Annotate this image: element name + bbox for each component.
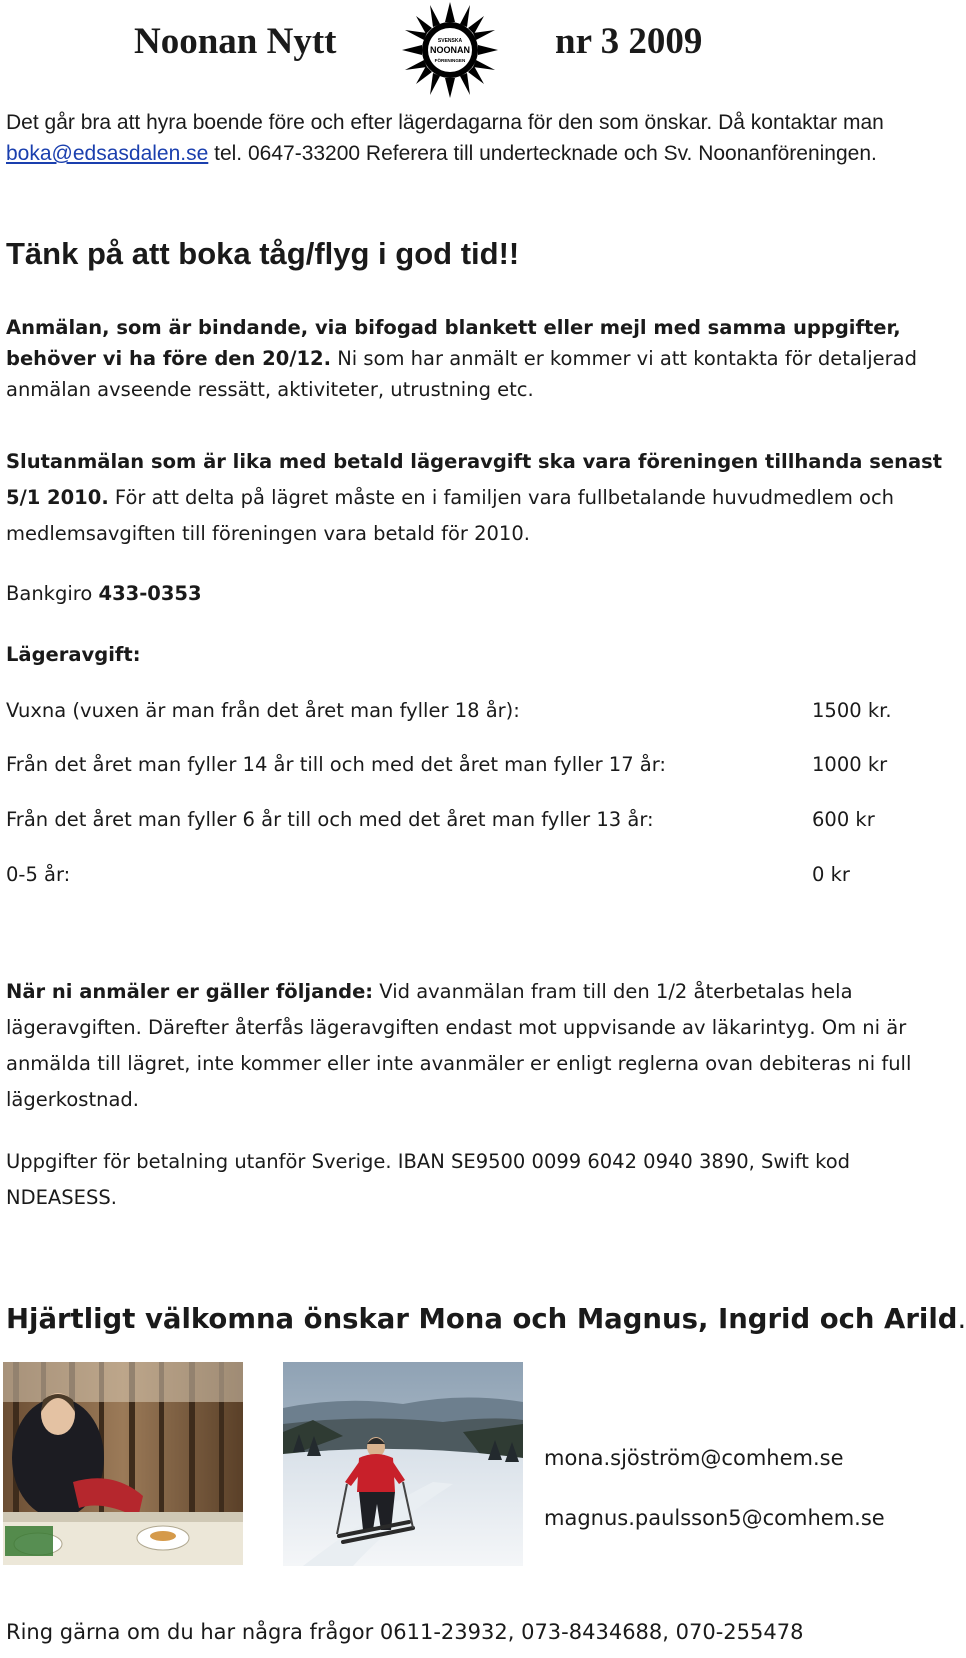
bankgiro-line — [6, 576, 202, 612]
intro-text-after: tel. 0647-33200 Referera till undertecknade och Sv. Noonanföreningen. — [208, 142, 877, 165]
fee-row-label: 0-5 år: — [6, 863, 71, 886]
final-registration-paragraph — [6, 444, 956, 552]
phone-contact-line: Ring gärna om du har några frågor 0611-23932, 073-8434688, 070-255478 — [6, 1620, 804, 1644]
fee-row-label: Vuxna (vuxen är man från det året man fyller 18 år): — [6, 699, 520, 722]
fee-row-amount: 600 kr — [812, 808, 875, 831]
logo-text-line3: FÖRENINGEN — [434, 58, 466, 63]
newsletter-title: Noonan Nytt — [134, 21, 337, 62]
bankgiro-number: 433-0353 — [98, 582, 202, 605]
fees-title: Lägeravgift: — [6, 643, 141, 666]
booking-email-link[interactable]: boka@edsasdalen.se — [6, 142, 209, 165]
fee-row-amount: 0 kr — [812, 863, 850, 886]
intro-text-before: Det går bra att hyra boende före och efter lägerdagarna för den som önskar. Då kontaktar man — [6, 111, 884, 134]
fee-row — [6, 857, 956, 893]
final-registration-normal-text: För att delta på lägret måste en i familjen vara fullbetalande huvudmedlem och medlemsavgiften till föreningen vara betald för 2010. — [6, 486, 895, 545]
logo-text-line1: SVENSKA — [437, 38, 463, 44]
photo-skier — [283, 1362, 523, 1566]
sun-logo-icon — [400, 0, 500, 100]
fee-row — [6, 693, 956, 729]
fee-row-amount: 1500 kr. — [812, 699, 892, 722]
registration-paragraph — [6, 312, 956, 405]
contact-email-mona[interactable]: mona.sjöström@comhem.se — [544, 1446, 844, 1470]
bankgiro-label: Bankgiro — [6, 582, 99, 605]
cancellation-bold-text: När ni anmäler er gäller följande: — [6, 980, 374, 1003]
welcome-period: . — [957, 1303, 966, 1335]
registration-normal-text: Ni som har anmält er kommer vi att kontakta för detaljerad anmälan avseende ressätt, aktiviteter, utrustning etc. — [6, 347, 917, 401]
intro-paragraph — [6, 107, 956, 169]
booking-reminder-heading: Tänk på att boka tåg/flyg i god tid!! — [6, 236, 520, 271]
final-registration-bold-text: Slutanmälan som är lika med betald lägeravgift ska vara föreningen tillhanda senast 5/1 2010. — [6, 450, 943, 509]
contact-email-magnus[interactable]: magnus.paulsson5@comhem.se — [544, 1506, 885, 1530]
photo-woman-outdoors — [3, 1362, 243, 1565]
welcome-text: Hjärtligt välkomna önskar Mona och Magnus, Ingrid och Arild — [6, 1303, 958, 1335]
foreign-payment-paragraph: Uppgifter för betalning utanför Sverige. IBAN SE9500 0099 6042 0940 3890, Swift kod NDEASESS. — [6, 1150, 851, 1209]
registration-bold-text: Anmälan, som är bindande, via bifogad blankett eller mejl med samma uppgifter, behöver vi ha före den 20/12. — [6, 316, 901, 370]
fee-row — [6, 747, 956, 783]
fee-row-amount: 1000 kr — [812, 753, 888, 776]
fee-row-label: Från det året man fyller 6 år till och med det året man fyller 13 år: — [6, 808, 654, 831]
fee-row — [6, 802, 956, 838]
logo-text-line2: NOONAN — [430, 45, 470, 55]
cancellation-normal-text: Vid avanmälan fram till den 1/2 återbetalas hela lägeravgiften. Därefter återfås lägeravgiften endast mot uppvisande av läkarintyg. Om ni är anmälda till lägret, inte kommer eller inte avanmäler er enligt reglerna ovan debiteras ni full lägerkostnad. — [6, 980, 912, 1111]
newsletter-header — [0, 0, 960, 100]
issue-number: nr 3 2009 — [555, 21, 703, 62]
fee-row-label: Från det året man fyller 14 år till och med det året man fyller 17 år: — [6, 753, 667, 776]
welcome-line — [6, 1303, 966, 1335]
cancellation-paragraph — [6, 974, 956, 1118]
